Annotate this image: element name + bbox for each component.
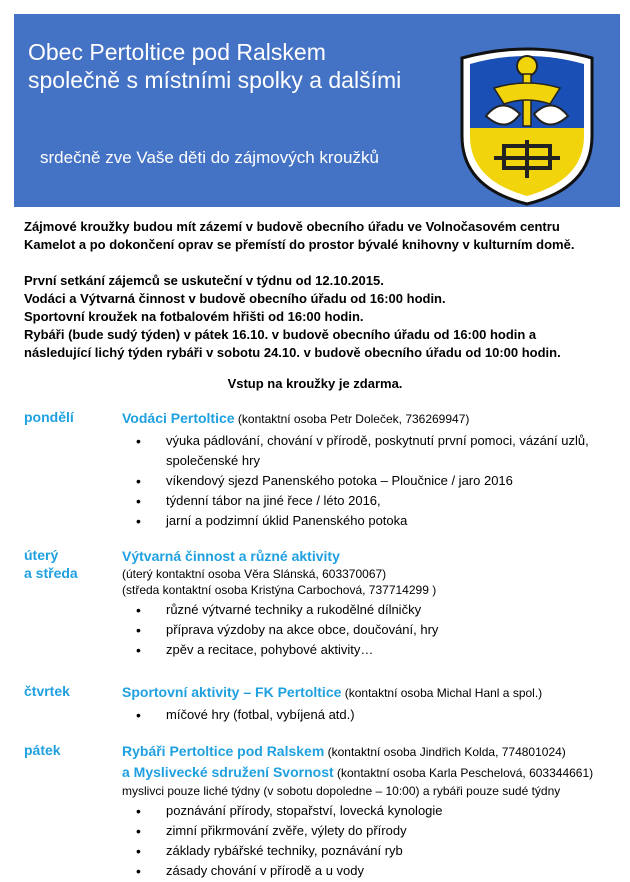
banner-subtitle: srdečně zve Vaše děti do zájmových kroužků [40, 148, 379, 167]
day-label [24, 546, 78, 582]
header-banner [14, 14, 620, 207]
day-label: pondělí [24, 409, 74, 425]
banner-title-line1: Obec Pertoltice pod Ralskem [28, 39, 326, 65]
list-item: • výuka pádlování, chování v přírodě, poskytnutí první pomoci, vázání uzlů, společenské hry [122, 431, 622, 471]
activity-title-2 [122, 762, 622, 783]
intro-line-2: Kamelot a po dokončení oprav se přemístí do prostor bývalé knihovny v kulturním domě. [24, 237, 575, 252]
activity-list [122, 801, 622, 881]
day-label: pátek [24, 742, 61, 758]
intro-line-1: Zájmové kroužky budou mít zázemí v budově obecního úřadu ve Volnočasovém centru [24, 219, 560, 234]
schedule-line: Vodáci a Výtvarná činnost v budově obecního úřadu od 16:00 hodin. [24, 291, 446, 306]
day-label-line2: a středa [24, 565, 78, 581]
list-item: • příprava výzdoby na akce obce, doučování, hry [122, 620, 622, 640]
schedule-line: následující lichý týden rybáři v sobotu 24.10. v budově obecního úřadu od 10:00 hodin. [24, 345, 561, 360]
schedule-line: Rybáři (bude sudý týden) v pátek 16.10. v budově obecního úřadu od 16:00 hodin a [24, 327, 537, 342]
activity-title [122, 682, 622, 703]
contact-info: (kontaktní osoba Petr Doleček, 736269947) [234, 412, 470, 426]
list-item: • zásady chování v přírodě a u vody [122, 861, 622, 881]
activity-title-text: a Myslivecké sdružení Svornost [122, 764, 334, 780]
list-item: • zimní přikrmování zvěře, výlety do přírody [122, 821, 622, 841]
activity-title [122, 741, 622, 762]
contact-wednesday: (středa kontaktní osoba Kristýna Carbochová, 737714299 ) [122, 583, 437, 597]
intro-paragraph [24, 218, 616, 254]
activity-title-text: Vodáci Pertoltice [122, 410, 235, 426]
activity-list [122, 600, 622, 660]
contact-info: (kontaktní osoba Karla Peschelová, 603344661) [333, 766, 594, 780]
list-item: • základy rybářské techniky, poznávání ryb [122, 841, 622, 861]
list-item: • týdenní tábor na jiné řece / léto 2016, [122, 491, 622, 511]
activity-list [122, 705, 622, 725]
contact-info: (kontaktní osoba Jindřich Kolda, 774801024) [324, 745, 566, 759]
list-item: • víkendový sjezd Panenského potoka – Ploučnice / jaro 2016 [122, 471, 622, 491]
banner-title-line2: společně s místními spolky a dalšími [28, 67, 402, 93]
activity-title [122, 408, 622, 429]
contact-tuesday: (úterý kontaktní osoba Věra Slánská, 603370067) [122, 567, 387, 581]
activity-title-text: Rybáři Pertoltice pod Ralskem [122, 743, 325, 759]
list-item: • různé výtvarné techniky a rukodělné dílničky [122, 600, 622, 620]
list-item: • jarní a podzimní úklid Panenského potoka [122, 511, 622, 531]
list-item: • zpěv a recitace, pohybové aktivity… [122, 640, 622, 660]
contact-info: (kontaktní osoba Michal Hanl a spol.) [341, 686, 543, 700]
activity-list [122, 431, 622, 531]
list-item: • míčové hry (fotbal, vybíjená atd.) [122, 705, 622, 725]
activity-title: Výtvarná činnost a různé aktivity [122, 548, 340, 564]
free-entry-notice: Vstup na kroužky je zdarma. [227, 376, 403, 391]
day-label: čtvrtek [24, 683, 70, 699]
schedule-paragraph [24, 272, 616, 362]
schedule-line: Sportovní kroužek na fotbalovém hřišti od 16:00 hodin. [24, 309, 364, 324]
coat-of-arms-icon [434, 18, 620, 207]
list-item: • poznávání přírody, stopařství, lovecká kynologie [122, 801, 622, 821]
schedule-line: První setkání zájemců se uskuteční v týdnu od 12.10.2015. [24, 273, 384, 288]
day-label-line1: úterý [24, 547, 59, 563]
activity-title-text: Sportovní aktivity – FK Pertoltice [122, 684, 342, 700]
schedule-note: myslivci pouze liché týdny (v sobotu dopoledne – 10:00) a rybáři pouze sudé týdny [122, 784, 561, 798]
